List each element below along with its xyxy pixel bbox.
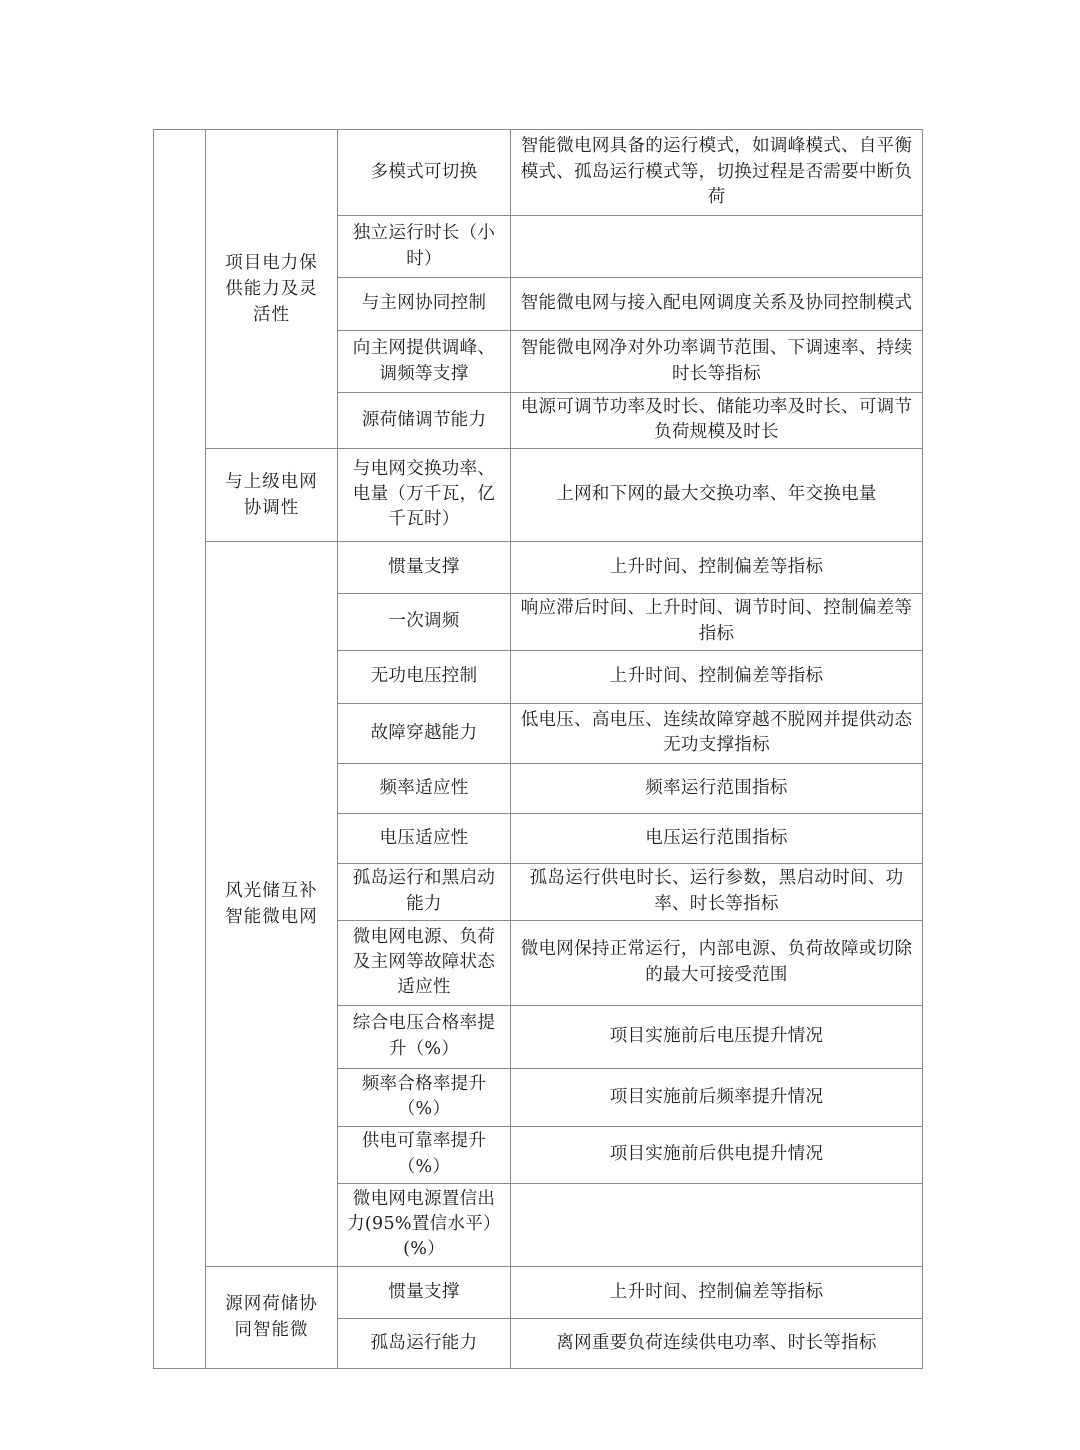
indicator-cell: 故障穿越能力 [338,703,511,763]
description-cell: 孤岛运行供电时长、运行参数，黑启动时间、功率、时长等指标 [511,863,923,920]
indicator-cell: 向主网提供调峰、调频等支撑 [338,331,511,393]
description-cell: 智能微电网具备的运行模式，如调峰模式、自平衡模式、孤岛运行模式等，切换过程是否需要中断负荷 [511,130,923,216]
indicator-cell: 电压适应性 [338,813,511,863]
indicator-cell: 与主网协同控制 [338,278,511,331]
indicator-cell: 供电可靠率提升（%） [338,1126,511,1183]
description-cell: 响应滞后时间、上升时间、调节时间、控制偏差等指标 [511,593,923,650]
indicator-cell: 惯量支撑 [338,541,511,593]
indicator-cell: 频率适应性 [338,763,511,813]
description-cell: 上网和下网的最大交换功率、年交换电量 [511,448,923,541]
table-row [154,130,923,216]
table-body [154,130,923,1369]
description-cell: 频率运行范围指标 [511,763,923,813]
table-row [154,448,923,541]
description-cell: 上升时间、控制偏差等指标 [511,650,923,703]
description-cell: 智能微电网净对外功率调节范围、下调速率、持续时长等指标 [511,331,923,393]
indicator-cell: 孤岛运行能力 [338,1318,511,1368]
indicator-cell: 独立运行时长（小时） [338,216,511,278]
indicator-cell: 一次调频 [338,593,511,650]
description-cell: 上升时间、控制偏差等指标 [511,1266,923,1318]
indicator-cell: 微电网电源置信出力(95%置信水平）(%） [338,1183,511,1266]
category-cell-power-supply: 项目电力保供能力及灵活性 [206,130,338,449]
description-cell: 电压运行范围指标 [511,813,923,863]
description-cell: 低电压、高电压、连续故障穿越不脱网并提供动态无功支撑指标 [511,703,923,763]
indicator-cell: 微电网电源、负荷及主网等故障状态适应性 [338,920,511,1005]
indicator-cell: 频率合格率提升（%） [338,1068,511,1126]
description-cell: 微电网保持正常运行，内部电源、负荷故障或切除的最大可接受范围 [511,920,923,1005]
outer-spacer-cell [154,130,206,1369]
category-cell-hybrid-microgrid: 风光储互补智能微电网 [206,541,338,1266]
indicator-cell: 孤岛运行和黑启动能力 [338,863,511,920]
description-cell: 离网重要负荷连续供电功率、时长等指标 [511,1318,923,1368]
indicator-cell: 综合电压合格率提升（%） [338,1005,511,1068]
indicator-cell: 与电网交换功率、电量（万千瓦，亿千瓦时） [338,448,511,541]
description-cell: 上升时间、控制偏差等指标 [511,541,923,593]
description-cell [511,216,923,278]
category-cell-grid-coordination: 与上级电网协调性 [206,448,338,541]
indicator-cell: 多模式可切换 [338,130,511,216]
category-cell-coordinated-microgrid: 源网荷储协同智能微 [206,1266,338,1368]
description-cell: 项目实施前后电压提升情况 [511,1005,923,1068]
indicator-cell: 惯量支撑 [338,1266,511,1318]
description-cell: 项目实施前后频率提升情况 [511,1068,923,1126]
table-row [154,1266,923,1318]
description-cell: 项目实施前后供电提升情况 [511,1126,923,1183]
description-cell [511,1183,923,1266]
description-cell: 智能微电网与接入配电网调度关系及协同控制模式 [511,278,923,331]
indicator-table [153,129,923,1369]
indicator-cell: 无功电压控制 [338,650,511,703]
table-row [154,541,923,593]
description-cell: 电源可调节功率及时长、储能功率及时长、可调节负荷规模及时长 [511,393,923,449]
indicator-cell: 源荷储调节能力 [338,393,511,449]
